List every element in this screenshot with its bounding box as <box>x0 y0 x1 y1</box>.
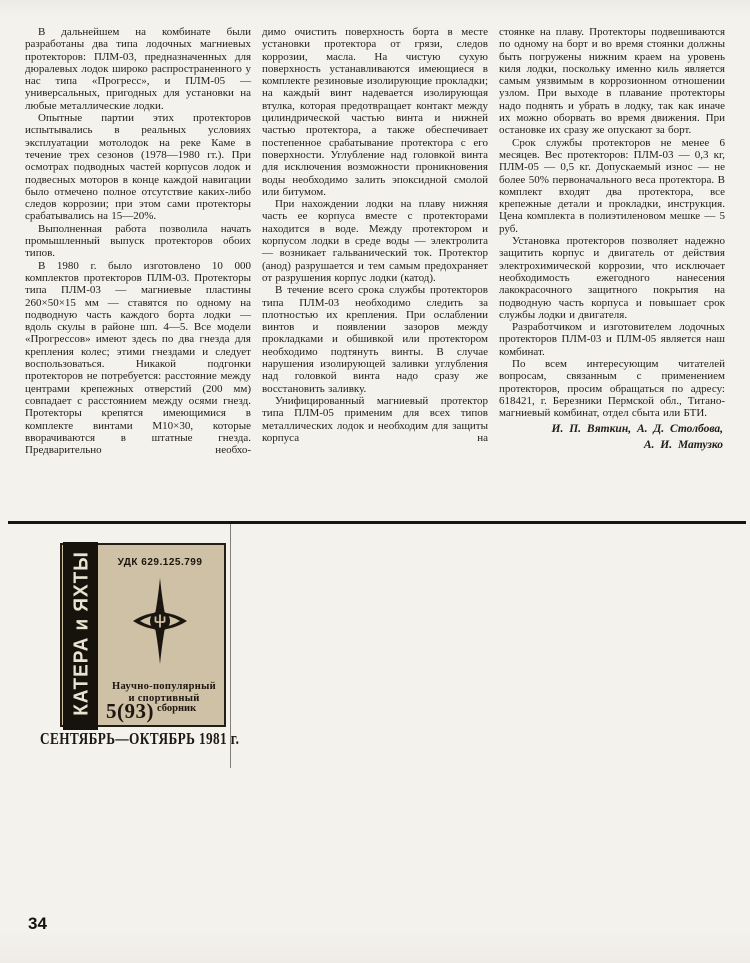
text-column-1 <box>25 26 251 456</box>
paragraph: При нахождении лодки на плаву нижняя часть ее корпуса вместе с протекторами находится в воде. Между протектором и корпусом лодки в среде воды — электролита — возникает гальванический ток. Протектор (анод) разрушается и тем самым предохраняет от разрушения корпус лодки (катод). <box>262 198 488 284</box>
page-number: 34 <box>28 914 47 933</box>
paragraph: Выполненная работа позволила начать промышленный выпуск протекторов обоих типов. <box>25 222 251 260</box>
udk-code: УДК 629.125.799 <box>117 557 203 568</box>
author-signature-line: А. И. Матузко <box>643 438 723 451</box>
paragraph: Унифицированный магниевый протектор типа ПЛМ-05 применим для всех типов металлических лодок и необходим для защиты корпуса на <box>262 394 488 444</box>
issue-row <box>106 701 224 722</box>
paragraph: димо очистить поверхность борта в месте установки протектора от грязи, следов коррозии, масла. На чистую сухую поверхность устанавливаются имеющиеся в комплекте резиновые изолирующие прокладки; на каждый винт надевается изолирующая втулка, которая предотвращает контакт между цилиндрической частью винта и нижней частью протектора, а также обеспечивает постепенное срабатывание протектора с его поверхности. Углубление над головкой винта для исключения возможности проникновения воды необходимо залить эпоксидной смолой или битумом. <box>262 26 488 198</box>
paragraph: Срок службы протекторов не менее 6 месяцев. Вес протекторов: ПЛМ-03 — 0,3 кг, ПЛМ-05 — 0,5 кг. Допускаемый износ — не более 50% первоначального веса протектора. В комплект входят два протектора, все крепежные детали и прокладки, инструкция. Цена комплекта в полиэтиленовом мешке — 5 руб. <box>499 136 725 235</box>
section-divider-rule <box>8 521 746 524</box>
paragraph: По всем интересующим читателей вопросам, связанным с применением протекторов, просим обращаться по адресу: 618421, г. Березники Пермской обл., Титано-магниевый комбинат, отдел сбыта или БТИ. <box>499 358 725 420</box>
paragraph: В течение всего срока службы протекторов типа ПЛМ-03 необходимо следить за плотностью их крепления. При ослаблении винтов и появлении зазоров между прокладками и обшивкой или протектором необходимо подтянуть винты. В случае нарушения изолирующей заливки углубления над головкой винта надо сразу же восстановить заливку. <box>262 284 488 395</box>
journal-title-bar <box>63 542 98 730</box>
paragraph: стоянке на плаву. Протекторы подвешиваются по одному на борт и во время стоянки должны быть погружены нижним краем на уровень киля лодки, поскольку именно киль является самым уязвимым в коррозионном отношении узлом. При выходе в плавание протекторы надо поднять и убрать в лодку, так как иначе их можно оборвать во время движения. При остановке их сразу же опускают за борт. <box>499 26 725 137</box>
author-signature-line: И. П. Вяткин, А. Д. Столбова, <box>551 422 723 435</box>
journal-imprint-box <box>60 543 226 727</box>
text-column-2 <box>262 26 488 456</box>
paragraph: Установка протекторов позволяет надежно защитить корпус и двигатель от действия электрохимической коррозии, что исключает необходимость ежегодного нанесения лакокрасочного защитного покрытия на подводную часть корпуса и повышает срок службы лодки и двигателя. <box>499 235 725 321</box>
issue-number: 5(93) <box>106 699 154 723</box>
trident-star-emblem <box>132 577 188 665</box>
issue-date: СЕНТЯБРЬ—ОКТЯБРЬ 1981 г. <box>40 729 240 748</box>
subtitle-line: Научно-популярный <box>112 681 216 692</box>
text-column-3 <box>499 26 725 456</box>
subtitle-line: и спортивный <box>128 693 200 704</box>
subtitle-line: сборник <box>157 703 197 714</box>
paragraph: Опытные партии этих протекторов испытывались в реальных условиях эксплуатации мотолодок на реке Каме в течение трех сезонов (1978—1980 гг.). При осмотрах подводных частей корпусов лодок и подвесных моторов в конце каждой навигации было отмечено полное отсутствие каких-либо следов коррозии; при этом сами протекторы срабатывались на 15—20%. <box>25 112 251 223</box>
paragraph: В 1980 г. было изготовлено 10 000 комплектов протекторов ПЛМ-03. Протекторы типа ПЛМ-03 — магниевые пластины 260×50×15 мм — ставятся по одному на подводную часть каждого борта лодки — вдоль скулы в районе шп. 4—5. Все модели «Прогрессов» имеют здесь по два гнезда для крепления колес; этими гнездами и следует воспользоваться. Никакой подгонки протекторов не потребуется: расстояние между центрами крепежных отверстий (200 мм) совпадает с расстоянием между осями гнезд. Протекторы крепятся имеющимися в комплекте винтами М10×30, которые вворачиваются в штатные гнезда. Предварительно необхо- <box>25 259 251 457</box>
article-body <box>25 26 725 456</box>
journal-title: КАТЕРА и ЯХТЫ <box>70 551 93 716</box>
paragraph: Разработчиком и изготовителем лодочных протекторов ПЛМ-03 и ПЛМ-05 является наш комбинат. <box>499 321 725 358</box>
paragraph: В дальнейшем на комбинате были разработаны два типа лодочных магниевых протекторов: ПЛМ-03, предназначенных для дюралевых лодок широко распространенного у нас типа «Прогресс», и ПЛМ-05 — универсальных, пригодных для установки на любые металлические лодки. <box>25 26 251 112</box>
